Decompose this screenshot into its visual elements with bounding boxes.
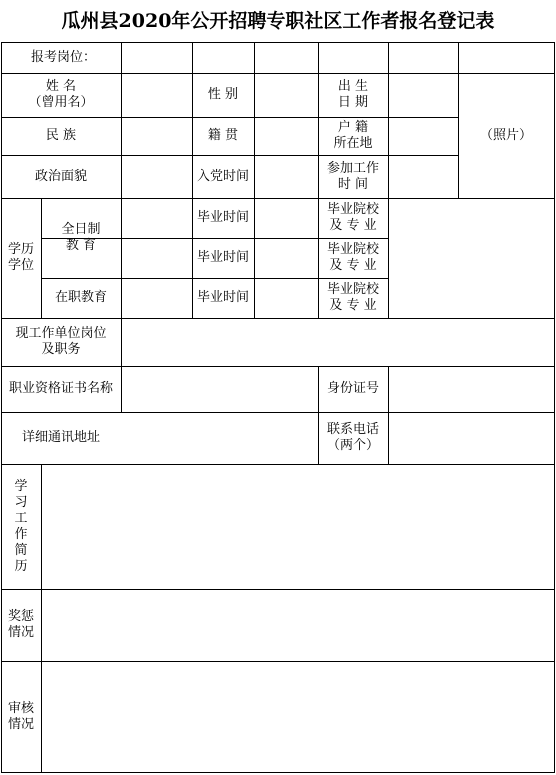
gender-label: 性 别 <box>207 87 239 102</box>
certificate-label: 职业资格证书名称 <box>8 381 113 396</box>
phone-label: 联系电话 （两个） <box>326 422 379 453</box>
position-label: 报考岗位： <box>31 49 97 65</box>
birth-label: 出 生 日 期 <box>337 79 369 110</box>
school-major-label-1: 毕业院校 及 专 业 <box>326 202 379 233</box>
party-join-time-label: 入党时间 <box>196 168 249 184</box>
ethnicity-label: 民 族 <box>45 128 77 143</box>
education-label: 学历学位 <box>7 242 34 273</box>
current-job-label: 现工作单位岗位 及职务 <box>15 326 107 357</box>
review-label: 审核情况 <box>7 700 34 732</box>
id-number-field[interactable] <box>388 366 554 412</box>
resume-field[interactable] <box>41 464 554 589</box>
graduation-time-label-1: 毕业时间 <box>196 210 249 225</box>
form-title: 瓜州县2020年公开招聘专职社区工作者报名登记表 <box>61 10 495 32</box>
native-place-label: 籍 贯 <box>207 128 239 143</box>
address-label: 详细通讯地址 <box>21 430 100 445</box>
political-status-label: 政治面貌 <box>34 168 87 184</box>
resume-label: 学习工作简历 <box>14 478 28 574</box>
work-start-time-label: 参加工作 时 间 <box>326 160 379 192</box>
awards-label: 奖惩情况 <box>7 609 34 640</box>
name-label: 姓 名 （曾用名） <box>28 79 94 110</box>
current-job-field[interactable] <box>121 318 554 366</box>
graduation-time-label-2: 毕业时间 <box>196 250 249 265</box>
awards-field[interactable] <box>41 589 554 661</box>
school-major-label-2: 毕业院校 及 专 业 <box>326 242 379 273</box>
hukou-label: 户 籍 所在地 <box>333 120 373 151</box>
fulltime-education-label: 全日制 教 育 <box>61 222 101 253</box>
graduation-time-label-3: 毕业时间 <box>196 290 249 305</box>
photo-placeholder: （照片） <box>479 127 532 143</box>
school-major-label-3: 毕业院校 及 专 业 <box>326 282 379 313</box>
birth-field[interactable] <box>388 73 458 117</box>
address-field[interactable] <box>121 412 318 464</box>
phone-field[interactable] <box>388 412 554 464</box>
name-field[interactable] <box>121 73 192 117</box>
gender-field[interactable] <box>254 73 318 117</box>
inservice-education-label: 在职教育 <box>54 290 107 305</box>
certificate-field[interactable] <box>121 366 318 412</box>
id-number-label: 身份证号 <box>326 381 379 396</box>
review-field[interactable] <box>41 661 554 772</box>
